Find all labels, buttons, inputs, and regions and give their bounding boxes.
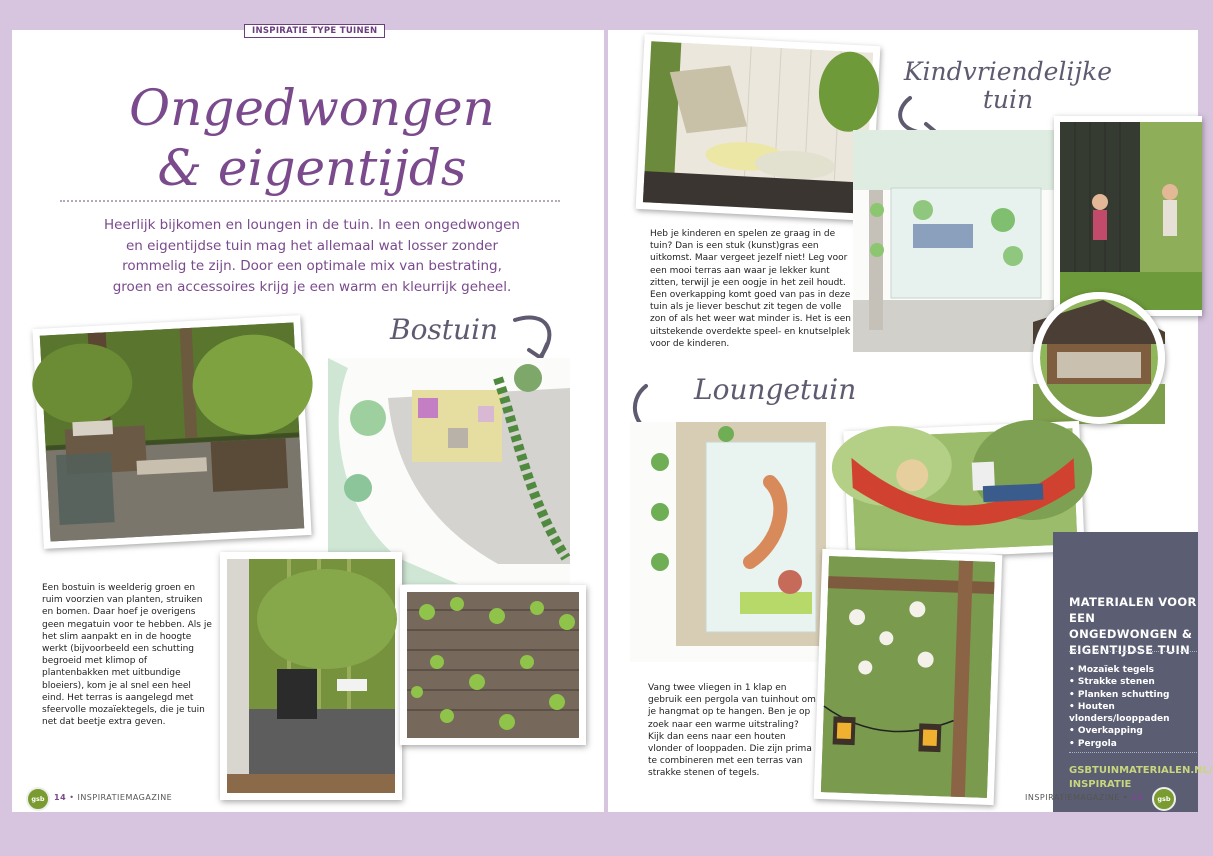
loungetuin-garden-plan — [630, 422, 830, 662]
bostuin-heading: Bostuin — [390, 313, 499, 346]
lounge-set-photo — [32, 315, 311, 549]
materials-item: • Strakke stenen — [1069, 676, 1198, 688]
kind-heading-line-1: Kindvriendelijke — [903, 57, 1113, 86]
pergola-lanterns-photo — [814, 549, 1003, 805]
materials-link[interactable]: GSBTUINMATERIALEN.NL/ INSPIRATIE — [1069, 765, 1213, 790]
materials-list — [1069, 664, 1198, 750]
materials-divider — [1069, 651, 1197, 652]
page-number-right: 15 — [1131, 793, 1144, 802]
gsb-logo: gsb — [1152, 787, 1176, 811]
bostuin-text: Een bostuin is weelderig groen en ruim voorzien van planten, struiken en bomen. Daar hoef je overigens geen megatuin voor te hebben. Als je het slim aanpakt en in de hoogte werkt (bijvoorbeeld een schutting begroeid met klimop of plantenbakken met uitbundige bloeiers), kom je al snel een heel eind. Het terras is aangelegd met sfeervolle mozaïektegels, die je tuin net dat beetje extra geven. — [42, 583, 212, 728]
materials-item: • Pergola — [1069, 738, 1198, 750]
loungetuin-heading: Loungetuin — [694, 373, 857, 406]
footer-label-right: INSPIRATIEMAGAZINE • — [1025, 793, 1129, 802]
footer-left — [54, 793, 172, 802]
bamboo-patio-photo — [220, 552, 402, 800]
intro-paragraph: Heerlijk bijkomen en loungen in de tuin. In een ongedwongen en eigentijdse tuin mag het allemaal wat losser zonder rommelig te zijn. Door een optimale mix van bestrating, groen en accessoires krijg je een warm en kleurrijk geheel. — [104, 217, 520, 295]
left-page — [12, 26, 604, 812]
materials-item: • Mozaïek tegels — [1069, 664, 1198, 676]
bostuin-garden-plan — [328, 358, 570, 584]
materials-item: • Overkapping — [1069, 725, 1198, 737]
right-page — [608, 30, 1213, 812]
hanging-chair-photo — [636, 34, 881, 221]
kindvriendelijke-text: Heb je kinderen en spelen ze graag in de tuin? Dan is een stuk (kunst)gras een uitkomst. Maar vergeet jezelf niet! Leg voor een mooi terras aan waar je lekker kunt zitten, terwijl je een oogje in het zeil houdt. Een overkapping komt goed van pas in deze tuin als je liever beschut zit tegen de volle zon of als het weer wat minder is. Het is een uitstekende overdekte speel- en knutselplek voor de kinderen. — [650, 229, 852, 349]
materials-divider — [1069, 752, 1197, 753]
materials-heading: MATERIALEN VOOR EEN ONGEDWONGEN & EIGENTIJDSE TUIN — [1069, 595, 1197, 657]
hammock-photo — [843, 421, 1084, 561]
page-title — [122, 78, 502, 198]
dotted-divider — [60, 200, 560, 202]
covered-terrace-photo — [1033, 292, 1165, 424]
loungetuin-text: Vang twee vliegen in 1 klap en gebruik een pergola van tuinhout om je hangmat op te hangen. Ben je op zoek naar een warme uitstraling? Kijk dan eens naar een houten vlonder of looppaden. Die zijn prima te combineren met een terras van strakke stenen of tegels. — [648, 683, 816, 779]
materials-panel — [1053, 532, 1213, 812]
section-tag: INSPIRATIE TYPE TUINEN — [244, 24, 385, 38]
footer-right — [1025, 793, 1143, 802]
title-line-2: & eigentijds — [157, 139, 467, 197]
kindvriendelijke-garden-plan — [853, 130, 1058, 352]
footer-bullet: • — [69, 793, 75, 802]
gsb-logo: gsb — [26, 787, 50, 811]
page-number-left: 14 — [54, 793, 67, 802]
materials-item: • Planken schutting — [1069, 689, 1198, 701]
kids-playing-photo — [1054, 116, 1202, 316]
kind-heading-line-2: tuin — [982, 85, 1034, 114]
footer-label-left: INSPIRATIEMAGAZINE — [77, 793, 173, 802]
ivy-fence-photo — [400, 585, 586, 745]
materials-item: • Houten vlonders/looppaden — [1069, 701, 1198, 726]
title-line-1: Ongedwongen — [129, 79, 495, 137]
